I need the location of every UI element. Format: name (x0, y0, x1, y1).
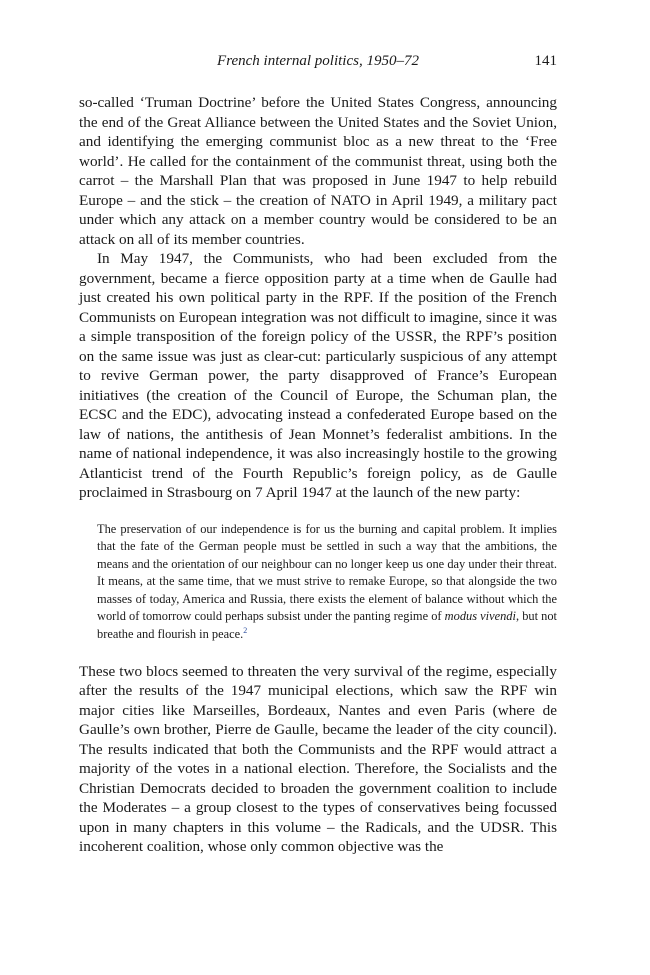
block-quote (97, 521, 557, 644)
quote-italic: modus vivendi (444, 609, 516, 624)
body-text (79, 93, 557, 857)
page-header (79, 53, 557, 73)
paragraph-2: In May 1947, the Communists, who had been excluded from the government, became a fierce opposition party at a time when de Gaulle had just created his own political party in the RPF. If the position of the French Communists on European integration was not difficult to imagine, since it was a simple transposition of the foreign policy of the USSR, the RPF’s position on the same issue was just as clear-cut: particularly suspicious of any attempt to revive German power, the party disapproved of France’s European initiatives (the creation of the Council of Europe, the Schuman plan, the ECSC and the EDC), advocating instead a confederated Europe based on the law of nations, the antithesis of Jean Monnet’s federalist ambitions. In the name of national independence, it was also increasingly hostile to the growing Atlanticist trend of the Fourth Republic’s foreign policy, as de Gaulle proclaimed in Strasbourg on 7 April 1947 at the launch of the new party: (79, 250, 557, 501)
paragraph-1: so-called ‘Truman Doctrine’ before the United States Congress, announcing the end of the Great Alliance between the United States and the Soviet Union, and identifying the emerging communist bloc as a new threat to the ‘Free world’. He called for the containment of the communist threat, using both the carrot – the Marshall Plan that was proposed in June 1947 to help rebuild Europe – and the stick – the creation of NATO in April 1949, a military pact under which any attack on a member country would be considered to be an attack on all of its member countries. (79, 94, 557, 248)
quote-tail: , but not breathe and flourish in peace. (97, 609, 557, 642)
footnote-ref[interactable]: 2 (243, 625, 248, 635)
quote-text: The preservation of our independence is for us the burning and capital problem. It implies that the fate of the German people must be settled in such a way that the ambitions, the means and the orientation of our neighbour can no longer keep us one day under their threat. It means, at the same time, that we must strive to remake Europe, so that alongside the two masses of today, America and Russia, there exists the element of balance without which the world of tomorrow could perhaps subsist under the panting regime of (97, 521, 557, 624)
paragraph-3: These two blocs seemed to threaten the very survival of the regime, especially after the results of the 1947 municipal elections, which saw the RPF win major cities like Marseilles, Bordeaux, Nantes and even Paris (where de Gaulle’s own brother, Pierre de Gaulle, became the leader of the city council). The results indicated that both the Communists and the RPF would attract a majority of the votes in a national election. Therefore, the Socialists and the Christian Democrats decided to broaden the government coalition to include the Moderates – a group closest to the types of conservatives being focussed upon in many chapters in this volume – the Radicals, and the UDSR. This incoherent coalition, whose only common objective was the (79, 662, 557, 856)
page-number: 141 (534, 53, 557, 69)
running-title: French internal politics, 1950–72 (217, 53, 419, 69)
